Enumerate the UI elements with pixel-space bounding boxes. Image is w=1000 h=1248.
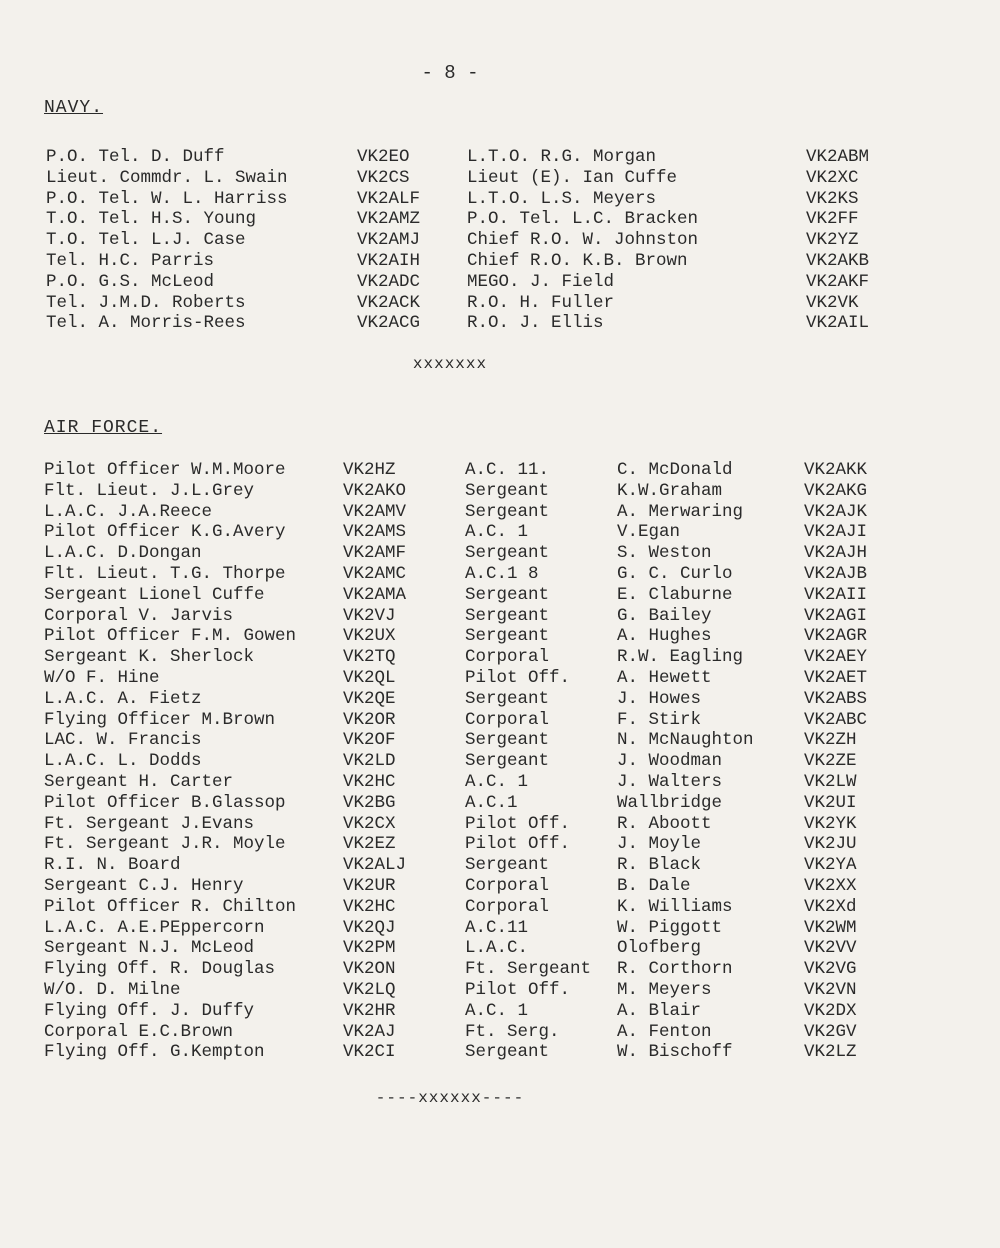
callsign-cell: VK2ABS: [804, 688, 868, 709]
callsign-cell: VK2ABM: [806, 147, 870, 167]
table-row: [0, 710, 1000, 731]
callsign-cell: VK2LQ: [343, 979, 396, 1000]
table-row: [0, 293, 1000, 314]
name-cell: G. Bailey: [617, 605, 712, 626]
callsign-cell: VK2DX: [804, 1000, 857, 1021]
callsign-cell: VK2QE: [343, 688, 396, 709]
table-row: [0, 730, 1000, 751]
rank-name-cell: Sergeant C.J. Henry: [44, 875, 244, 896]
rank-name-cell: P.O. Tel. W. L. Harriss: [46, 188, 288, 209]
callsign-cell: VK2AIH: [357, 250, 421, 271]
rank-cell: Corporal: [465, 875, 550, 896]
rank-name-cell: Sergeant K. Sherlock: [44, 647, 255, 668]
table-row: [0, 272, 1000, 293]
callsign-cell: VK2YZ: [806, 230, 859, 251]
table-row: [0, 189, 1000, 210]
rank-name-cell: MEGO. J. Field: [467, 271, 615, 292]
table-row: [0, 1001, 1000, 1022]
rank-name-cell: Pilot Officer W.M.Moore: [44, 460, 286, 480]
callsign-cell: VK2ALJ: [343, 855, 407, 876]
callsign-cell: VK2HR: [343, 1000, 396, 1021]
rank-cell: Sergeant: [465, 501, 550, 522]
callsign-cell: VK2GV: [804, 1021, 857, 1042]
table-row: [0, 814, 1000, 835]
table-row: [0, 772, 1000, 793]
table-row: [0, 668, 1000, 689]
callsign-cell: VK2ACG: [357, 313, 421, 334]
name-cell: A. Hughes: [617, 626, 712, 647]
callsign-cell: VK2AJK: [804, 501, 868, 522]
callsign-cell: VK2AJH: [804, 543, 868, 564]
navy-separator: xxxxxxx: [412, 355, 488, 373]
rank-name-cell: Flying Off. R. Douglas: [44, 959, 276, 980]
rank-name-cell: L.A.C. D.Dongan: [44, 543, 202, 564]
callsign-cell: VK2XC: [806, 167, 859, 188]
callsign-cell: VK2CS: [357, 167, 410, 188]
table-row: [0, 543, 1000, 564]
callsign-cell: VK2AKB: [806, 250, 870, 271]
rank-name-cell: Ft. Sergeant J.R. Moyle: [44, 834, 286, 855]
table-row: [0, 313, 1000, 334]
callsign-cell: VK2EZ: [343, 834, 396, 855]
table-row: [0, 959, 1000, 980]
callsign-cell: VK2AIL: [806, 313, 870, 334]
rank-name-cell: P.O. Tel. L.C. Bracken: [467, 209, 699, 230]
rank-cell: Sergeant: [465, 543, 550, 564]
rank-name-cell: Flt. Lieut. T.G. Thorpe: [44, 563, 286, 584]
callsign-cell: VK2KS: [806, 188, 859, 209]
rank-cell: A.C.1 8: [465, 563, 539, 584]
rank-cell: Sergeant: [465, 730, 550, 751]
rank-name-cell: Flying Off. J. Duffy: [44, 1000, 255, 1021]
rank-cell: Corporal: [465, 647, 550, 668]
name-cell: F. Stirk: [617, 709, 702, 730]
end-separator: ----xxxxxx----: [375, 1089, 525, 1107]
name-cell: C. McDonald: [617, 460, 733, 480]
rank-cell: Sergeant: [465, 584, 550, 605]
callsign-cell: VK2AMZ: [357, 209, 421, 230]
rank-cell: Ft. Serg.: [465, 1021, 560, 1042]
rank-name-cell: Chief R.O. W. Johnston: [467, 230, 699, 251]
name-cell: J. Walters: [617, 771, 723, 792]
rank-cell: Sergeant: [465, 605, 550, 626]
rank-name-cell: Flying Officer M.Brown: [44, 709, 276, 730]
callsign-cell: VK2ACK: [357, 292, 421, 313]
callsign-cell: VK2VV: [804, 938, 857, 959]
page-number: - 8 -: [421, 62, 479, 84]
table-row: [0, 230, 1000, 251]
rank-cell: Sergeant: [465, 1042, 550, 1063]
table-row: [0, 834, 1000, 855]
callsign-cell: VK2LD: [343, 751, 396, 772]
rank-cell: A.C. 1: [465, 522, 529, 543]
name-cell: R.W. Eagling: [617, 647, 744, 668]
rank-cell: Pilot Off.: [465, 667, 571, 688]
callsign-cell: VK2BG: [343, 792, 396, 813]
rank-name-cell: R.O. H. Fuller: [467, 292, 615, 313]
callsign-cell: VK2PM: [343, 938, 396, 959]
callsign-cell: VK2QJ: [343, 917, 396, 938]
table-row: [0, 751, 1000, 772]
rank-cell: Ft. Sergeant: [465, 959, 592, 980]
table-row: [0, 938, 1000, 959]
name-cell: A. Hewett: [617, 667, 712, 688]
name-cell: R. Aboott: [617, 813, 712, 834]
callsign-cell: VK2EO: [357, 147, 410, 167]
rank-cell: A.C. 1: [465, 1000, 529, 1021]
name-cell: W. Bischoff: [617, 1042, 733, 1063]
rank-name-cell: P.O. Tel. D. Duff: [46, 147, 225, 167]
rank-name-cell: Pilot Officer K.G.Avery: [44, 522, 286, 543]
rank-name-cell: Tel. H.C. Parris: [46, 250, 215, 271]
callsign-cell: VK2AMC: [343, 563, 407, 584]
table-row: [0, 168, 1000, 189]
table-row: [0, 606, 1000, 627]
callsign-cell: VK2QL: [343, 667, 396, 688]
name-cell: R. Black: [617, 855, 702, 876]
rank-name-cell: R.I. N. Board: [44, 855, 181, 876]
name-cell: R. Corthorn: [617, 959, 733, 980]
callsign-cell: VK2CX: [343, 813, 396, 834]
callsign-cell: VK2AEY: [804, 647, 868, 668]
callsign-cell: VK2ON: [343, 959, 396, 980]
callsign-cell: VK2AJI: [804, 522, 868, 543]
callsign-cell: VK2TQ: [343, 647, 396, 668]
rank-name-cell: W/O. D. Milne: [44, 979, 181, 1000]
rank-cell: A.C.11: [465, 917, 529, 938]
name-cell: J. Howes: [617, 688, 702, 709]
rank-cell: Sergeant: [465, 480, 550, 501]
rank-name-cell: Corporal V. Jarvis: [44, 605, 234, 626]
callsign-cell: VK2JU: [804, 834, 857, 855]
table-row: [0, 689, 1000, 710]
callsign-cell: VK2UX: [343, 626, 396, 647]
rank-name-cell: L.T.O. R.G. Morgan: [467, 147, 657, 167]
name-cell: W. Piggott: [617, 917, 723, 938]
table-row: [0, 522, 1000, 543]
table-row: [0, 502, 1000, 523]
callsign-cell: VK2Xd: [804, 896, 857, 917]
table-row: [0, 918, 1000, 939]
table-row: [0, 1022, 1000, 1043]
table-row: [0, 585, 1000, 606]
callsign-cell: VK2AKG: [804, 480, 868, 501]
rank-name-cell: L.A.C. A.E.PEppercorn: [44, 917, 265, 938]
rank-cell: Sergeant: [465, 626, 550, 647]
rank-cell: Sergeant: [465, 751, 550, 772]
rank-cell: A.C.1: [465, 792, 518, 813]
table-row: [0, 481, 1000, 502]
callsign-cell: VK2AJB: [804, 563, 868, 584]
navy-roster: [0, 147, 1000, 334]
callsign-cell: VK2AET: [804, 667, 868, 688]
air-force-heading: AIR FORCE.: [44, 418, 163, 438]
rank-name-cell: L.A.C. A. Fietz: [44, 688, 202, 709]
callsign-cell: VK2FF: [806, 209, 859, 230]
name-cell: K.W.Graham: [617, 480, 723, 501]
rank-name-cell: Tel. A. Morris-Rees: [46, 313, 246, 334]
callsign-cell: VK2AMV: [343, 501, 407, 522]
rank-cell: Sergeant: [465, 855, 550, 876]
callsign-cell: VK2VJ: [343, 605, 396, 626]
rank-name-cell: W/O F. Hine: [44, 667, 160, 688]
callsign-cell: VK2UR: [343, 875, 396, 896]
table-row: [0, 855, 1000, 876]
rank-cell: A.C. 11.: [465, 460, 550, 480]
table-row: [0, 460, 1000, 481]
name-cell: E. Claburne: [617, 584, 733, 605]
callsign-cell: VK2YA: [804, 855, 857, 876]
rank-name-cell: T.O. Tel. H.S. Young: [46, 209, 257, 230]
table-row: [0, 980, 1000, 1001]
callsign-cell: VK2AKK: [804, 460, 868, 480]
table-row: [0, 1042, 1000, 1063]
name-cell: B. Dale: [617, 875, 691, 896]
callsign-cell: VK2AKO: [343, 480, 407, 501]
callsign-cell: VK2AGI: [804, 605, 868, 626]
rank-cell: Corporal: [465, 709, 550, 730]
table-row: [0, 564, 1000, 585]
name-cell: S. Weston: [617, 543, 712, 564]
rank-name-cell: Chief R.O. K.B. Brown: [467, 250, 688, 271]
rank-name-cell: Lieut. Commdr. L. Swain: [46, 167, 288, 188]
callsign-cell: VK2WM: [804, 917, 857, 938]
name-cell: M. Meyers: [617, 979, 712, 1000]
name-cell: A. Blair: [617, 1000, 702, 1021]
table-row: [0, 251, 1000, 272]
callsign-cell: VK2AJ: [343, 1021, 396, 1042]
rank-name-cell: T.O. Tel. L.J. Case: [46, 230, 246, 251]
name-cell: N. McNaughton: [617, 730, 754, 751]
callsign-cell: VK2ZH: [804, 730, 857, 751]
name-cell: V.Egan: [617, 522, 681, 543]
callsign-cell: VK2AMJ: [357, 230, 421, 251]
rank-cell: Corporal: [465, 896, 550, 917]
callsign-cell: VK2VG: [804, 959, 857, 980]
rank-name-cell: Pilot Officer B.Glassop: [44, 792, 286, 813]
callsign-cell: VK2OF: [343, 730, 396, 751]
callsign-cell: VK2AMF: [343, 543, 407, 564]
rank-name-cell: L.A.C. J.A.Reece: [44, 501, 213, 522]
rank-name-cell: Sergeant H. Carter: [44, 771, 234, 792]
callsign-cell: VK2ZE: [804, 751, 857, 772]
callsign-cell: VK2AMA: [343, 584, 407, 605]
name-cell: J. Moyle: [617, 834, 702, 855]
rank-name-cell: Lieut (E). Ian Cuffe: [467, 167, 678, 188]
table-row: [0, 793, 1000, 814]
rank-cell: Pilot Off.: [465, 813, 571, 834]
rank-name-cell: L.A.C. L. Dodds: [44, 751, 202, 772]
navy-heading: NAVY.: [44, 98, 104, 118]
rank-name-cell: Flying Off. G.Kempton: [44, 1042, 265, 1063]
name-cell: Wallbridge: [617, 792, 723, 813]
name-cell: K. Williams: [617, 896, 733, 917]
rank-name-cell: R.O. J. Ellis: [467, 313, 604, 334]
callsign-cell: VK2HC: [343, 896, 396, 917]
callsign-cell: VK2VN: [804, 979, 857, 1000]
rank-name-cell: Sergeant Lionel Cuffe: [44, 584, 265, 605]
callsign-cell: VK2UI: [804, 792, 857, 813]
callsign-cell: VK2LZ: [804, 1042, 857, 1063]
callsign-cell: VK2HZ: [343, 460, 396, 480]
callsign-cell: VK2ADC: [357, 271, 421, 292]
rank-cell: Pilot Off.: [465, 979, 571, 1000]
rank-cell: Pilot Off.: [465, 834, 571, 855]
rank-name-cell: P.O. G.S. McLeod: [46, 271, 215, 292]
callsign-cell: VK2OR: [343, 709, 396, 730]
rank-name-cell: Ft. Sergeant J.Evans: [44, 813, 255, 834]
air-force-roster: [0, 460, 1000, 1063]
callsign-cell: VK2LW: [804, 771, 857, 792]
rank-name-cell: Corporal E.C.Brown: [44, 1021, 234, 1042]
table-row: [0, 626, 1000, 647]
rank-cell: A.C. 1: [465, 771, 529, 792]
rank-name-cell: L.T.O. L.S. Meyers: [467, 188, 657, 209]
callsign-cell: VK2AII: [804, 584, 868, 605]
rank-cell: L.A.C.: [465, 938, 529, 959]
name-cell: Olofberg: [617, 938, 702, 959]
rank-name-cell: Flt. Lieut. J.L.Grey: [44, 480, 255, 501]
table-row: [0, 147, 1000, 168]
name-cell: G. C. Curlo: [617, 563, 733, 584]
name-cell: A. Fenton: [617, 1021, 712, 1042]
rank-name-cell: Tel. J.M.D. Roberts: [46, 292, 246, 313]
callsign-cell: VK2YK: [804, 813, 857, 834]
callsign-cell: VK2AGR: [804, 626, 868, 647]
table-row: [0, 897, 1000, 918]
callsign-cell: VK2AKF: [806, 271, 870, 292]
rank-name-cell: Pilot Officer F.M. Gowen: [44, 626, 297, 647]
rank-name-cell: Sergeant N.J. McLeod: [44, 938, 255, 959]
callsign-cell: VK2AMS: [343, 522, 407, 543]
callsign-cell: VK2VK: [806, 292, 859, 313]
callsign-cell: VK2ABC: [804, 709, 868, 730]
callsign-cell: VK2CI: [343, 1042, 396, 1063]
rank-cell: Sergeant: [465, 688, 550, 709]
name-cell: J. Woodman: [617, 751, 723, 772]
callsign-cell: VK2XX: [804, 875, 857, 896]
table-row: [0, 209, 1000, 230]
name-cell: A. Merwaring: [617, 501, 744, 522]
table-row: [0, 647, 1000, 668]
rank-name-cell: Pilot Officer R. Chilton: [44, 896, 297, 917]
callsign-cell: VK2ALF: [357, 188, 421, 209]
rank-name-cell: LAC. W. Francis: [44, 730, 202, 751]
table-row: [0, 876, 1000, 897]
callsign-cell: VK2HC: [343, 771, 396, 792]
